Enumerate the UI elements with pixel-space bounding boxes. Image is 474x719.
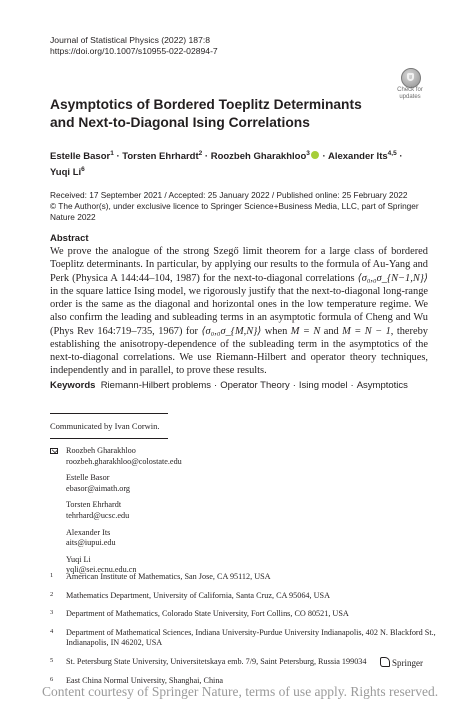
contact-list [50, 446, 182, 582]
author-affil-sup: 6 [81, 165, 85, 173]
affiliation-item: 6 East China Normal University, Shanghai, China [50, 675, 224, 685]
contact-entry [50, 473, 182, 494]
orcid-icon[interactable] [311, 151, 319, 159]
author-affil-sup: 4,5 [387, 150, 397, 157]
dates-line: Received: 17 September 2021 / Accepted: 25 January 2022 / Published online: 25 February 2022 [50, 190, 408, 200]
affiliation-item: 4 Department of Mathematical Sciences, Indiana University-Purdue University Indianapolis, 402 N. Blackford St., Indianapolis, IN 46202, USA [50, 627, 436, 648]
affiliation-item: 5 St. Petersburg State University, Universitetskaya emb. 7/9, Saint Petersburg, Russia 199034 [50, 656, 367, 666]
contact-email[interactable]: tehrhard@ucsc.edu [66, 510, 130, 520]
contact-email[interactable]: yqli@sei.ecnu.edu.cn [66, 565, 137, 575]
publisher-name: Springer [392, 658, 423, 668]
author-name[interactable]: Yuqi Li [50, 166, 82, 178]
author-name[interactable]: Torsten Ehrhardt [122, 151, 199, 163]
affiliation-list [50, 572, 440, 694]
affiliation-item: 3 Department of Mathematics, Colorado State University, Fort Collins, CO 80521, USA [50, 609, 349, 619]
contact-email[interactable]: ebasor@aimath.org [66, 483, 131, 493]
check-for-updates-icon [401, 68, 421, 88]
math-expression: M = N − 1 [342, 325, 391, 337]
contact-entry [50, 528, 182, 549]
abstract-body: We prove the analogue of the strong Szegő limit theorem for a large class of bordered Toeplitz determinants. In particular, by applying our results to the formula of Au-Yang and Perk (Physica A 144:44–104, 1987) for the next-to-diagonal correlations ⟨σ₀,₀σ_{N−1,N}⟩ in the square lattice Ising model, we rigorously justify that the next-to-diagonal long-range order is the same as the diagonal and horizontal ones in the low temperature regime. We also confirm the leading and subleading terms in an asymptotic formula of Cheng and Wu (Phys Rev 164:719–735, 1967) for ⟨σ₀,₀σ_{M,N}⟩ when M = N and M = N − 1, thereby establishing the anisotropy-dependence of the subleading term in the asymptotics of the next-to-diagonal correlations. We use Riemann-Hilbert and operator theory techniques, independently and in parallel, to prove these results. [50, 246, 428, 377]
footnote-divider [50, 438, 168, 439]
keyword-item[interactable]: Riemann-Hilbert problems [100, 380, 212, 391]
footnote-divider [50, 413, 168, 414]
publication-dates [50, 190, 440, 223]
badge-line2: updates [399, 93, 421, 100]
doi-link[interactable]: https://doi.org/10.1007/s10955-022-02894-7 [50, 46, 218, 56]
math-expression: ⟨σ₀,₀σ_{N−1,N}⟩ [357, 272, 428, 284]
author-name[interactable]: Alexander Its [327, 151, 388, 163]
courtesy-notice: Content courtesy of Springer Nature, terms of use apply. Rights reserved. [42, 684, 439, 699]
paper-title: Asymptotics of Bordered Toeplitz Determinants and Next-to-Diagonal Ising Correlations [50, 97, 362, 130]
contact-name: Roozbeh Gharakhloo [66, 446, 136, 455]
author-affil-sup: 1 [110, 150, 114, 157]
contact-entry [50, 500, 182, 521]
author-list: Estelle Basor$^1$ · Torsten Ehrhardt$^2$ · Roozbeh Gharakhloo$^3$ · Alexander Its$^{4,5}$ · Yuqi Li$^6$ [50, 150, 403, 178]
abstract-heading: Abstract [50, 233, 89, 244]
contact-email[interactable]: roozbeh.gharakhloo@colostate.edu [66, 456, 182, 466]
contact-name: Torsten Ehrhardt [66, 500, 122, 510]
affiliation-item: 2 Mathematics Department, University of California, Santa Cruz, CA 95064, USA [50, 590, 330, 600]
springer-horse-icon [380, 657, 390, 667]
keyword-item[interactable]: Asymptotics [356, 380, 408, 391]
journal-header [50, 35, 218, 57]
contact-name: Estelle Basor [66, 473, 110, 483]
copyright-line: © The Author(s), under exclusive licence to Springer Science+Business Media, LLC, part of Springer Nature 2022 [50, 201, 419, 222]
keyword-item[interactable]: Operator Theory [220, 380, 290, 391]
badge-line1: Check for [397, 87, 423, 93]
contact-name: Yuqi Li [66, 554, 91, 564]
keywords: Keywords Riemann-Hilbert problems · Operator Theory · Ising model · Asymptotics [50, 380, 408, 391]
contact-name: Alexander Its [66, 527, 111, 537]
author-name[interactable]: Estelle Basor [50, 151, 111, 163]
contact-entry [50, 446, 182, 467]
author-affil-sup: 2 [198, 150, 203, 157]
math-expression: M = N [290, 325, 321, 337]
affiliation-item: 1 American Institute of Mathematics, San Jose, CA 95112, USA [50, 572, 271, 581]
keywords-label: Keywords [50, 380, 96, 391]
communicated-by: Communicated by Ivan Corwin. [50, 421, 160, 431]
envelope-icon [50, 448, 58, 454]
author-affil-sup: 3 [306, 150, 310, 157]
check-for-updates-badge[interactable] [393, 68, 427, 104]
author-name[interactable]: Roozbeh Gharakhloo [210, 151, 307, 163]
keyword-item[interactable]: Ising model [298, 380, 348, 391]
journal-citation: Journal of Statistical Physics (2022) 187:8 [50, 35, 211, 45]
math-expression: ⟨σ₀,₀σ_{M,N}⟩ [201, 325, 262, 337]
contact-email[interactable]: aits@iupui.edu [66, 538, 116, 548]
springer-logo [380, 657, 423, 668]
